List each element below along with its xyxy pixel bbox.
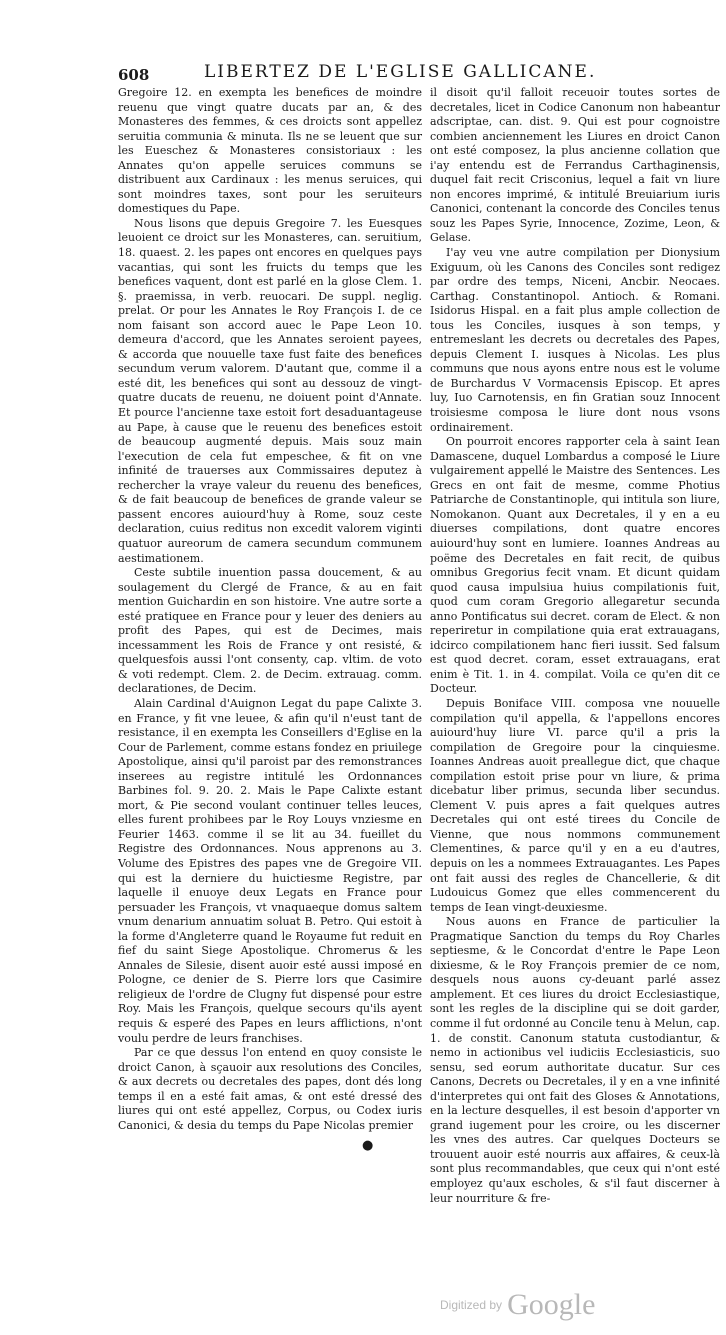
paragraph: il disoit qu'il falloit receuoir toutes sortes de decretales, licet in Codice Canonum non habeantur adscriptae, can. dist. 9. Qui est pour cognoistre combien anciennement les Liures en droict Canon ont esté composez, la plus ancienne collation que i'ay entendu est de Ferrandus Carthaginensis, duquel fait recit Crisconius, lequel a fait vn liure non encores imprimé, & intitulé Breuiarium iuris Canonici, contenant la concorde des Conciles tenus souz les Papes Syrie, Innocence, Zozime, Leon, & Gelase.: [430, 86, 720, 245]
paragraph: Depuis Boniface VIII. composa vne nouuelle compilation qu'il appella, & l'appellons encores auiourd'huy liure VI. parce qu'il a pris la compilation de Gregoire pour la cinquiesme. Ioannes Andreas auoit preallegue dict, que chaque compilation estoit prise pour vn liure, & prima dicebatur liber primus, secunda liber secundus. Clement V. puis apres a fait quelques autres Decretales qui ont esté tirees du Concile de Vienne, que nous nommons communement Clementines, & parce qu'il y en a eu d'autres, depuis on les a nommees Extrauagantes. Les Papes ont fait aussi des regles de Chancellerie, & dit Ludouicus Gomez que elles commencerent du temps de Iean vingt-deuxiesme.: [430, 696, 720, 914]
paragraph: Par ce que dessus l'on entend en quoy consiste le droict Canon, à sçauoir aux resolutions des Conciles, & aux decrets ou decretales des papes, dont dés long temps il en a esté fait amas, & ont esté dressé des liures qui ont esté appellez, Corpus, ou Codex iuris Canonici, & desia du temps du Pape Nicolas premier: [118, 1046, 422, 1132]
paragraph: Alain Cardinal d'Auignon Legat du pape Calixte 3. en France, y fit vne leuee, & afin qu'il n'eust tant de resistance, il en exempta les Conseillers d'Eglise en la Cour de Parlement, comme estans fondez en priuilege Apostolique, ainsi qu'il paroist par des remonstrances inserees au registre intitulé les Ordonnances Barbines fol. 9. 20. 2. Mais le Pape Calixte estant mort, & Pie second voulant continuer telles leuces, elles furent prohibees par le Roy Louys vnziesme en Feurier 1463. comme il se lit au 34. fueillet du Registre des Ordonnances. Nous apprenons au 3. Volume des Epistres des papes vne de Gregoire VII. qui est la derniere du huictiesme Registre, par laquelle il enuoye deux Legats en France pour persuader les François, vt vnaquaeque domus saltem vnum denarium annuatim soluat B. Petro. Qui estoit à la forme d'Angleterre quand le Royaume fut reduit en fief du saint Siege Apostolique. Chromerus & les Annales de Silesie, disent auoir esté aussi imposé en Pologne, ce denier de S. Pierre lors que Casimire religieux de l'ordre de Clugny fut dispensé pour estre Roy. Mais les François, quelque secours qu'ils ayent requis & esperé des Papes en leurs afflictions, n'ont voulu perdre de leurs franchises.: [118, 696, 422, 1045]
paragraph: On pourroit encores rapporter cela à saint Iean Damascene, duquel Lombardus a composé le Liure vulgairement appellé le Maistre des Sentences. Les Grecs en ont fait de mesme, comme Photius Patriarche de Constantinople, qui intitula son liure, Nomokanon. Quant aux Decretales, il y en a eu diuerses compilations, dont quatre encores auiourd'huy sont en lumiere. Ioannes Andreas au poëme des Decretales en fait recit, de quibus omnibus Gregorius fecit vnam. Et dicunt quidam quod causa impulsiua huius compilationis fuit, quod cum coram Gregorio allegaretur secunda anno Pontificatus sui decret. coram de Elect. & non reperiretur in compilatione quia erat extrauagans, idcirco compilationem hanc fieri iussit. Sed falsum est quod decret. coram, esset extrauagans, erat enim è Tit. 1. in 4. compilat. Voila ce qu'en dit ce Docteur.: [430, 435, 720, 696]
paragraph: Gregoire 12. en exempta les benefices de moindre reuenu que vingt quatre ducats par an, & des Monasteres des femmes, & ces droicts sont appellez seruitia communia & minuta. Ils ne se leuent que sur les Eueschez & Monasteres consistoriaux : les Annates qu'on appelle seruices communs se distribuent aux Cardinaux : les menus seruices, qui sont moindres taxes, sont pour les seruiteurs domestiques du Pape.: [118, 86, 422, 216]
paragraph: Nous auons en France de particulier la Pragmatique Sanction du temps du Roy Charles septiesme, & le Concordat d'entre le Pape Leon dixiesme, & le Roy François premier de ce nom, desquels nous auons cy-deuant parlé assez amplement. Et ces liures du droict Ecclesiastique, sont les regles de la discipline qui se doit garder, comme il fut ordonné au Concile tenu à Melun, cap. 1. de constit. Canonum statuta custodiantur, & nemo in actionibus vel iudiciis Ecclesiasticis, suo sensu, sed eorum authoritate ducatur. Sur ces Canons, Decrets ou Decretales, il y en a vne infinité d'interpretes qui ont fait des Gloses & Annotations, en la lecture desquelles, il est besoin d'apporter vn grand iugement pour les croire, ou les discerner les vnes des autres. Car quelques Docteurs se trouuent auoir esté nourris aux affaires, & ceux-là sont plus recommandables, que ceux qui n'ont esté employez qu'aux escholes, & s'il faut discerner à leur nourriture & fre-: [430, 915, 720, 1205]
paragraph: Ceste subtile inuention passa doucement, & au soulagement du Clergé de France, & au en fait mention Guichardin en son histoire. Vne autre sorte a esté pratiquee en France pour y leuer des deniers au profit des Papes, qui est de Decimes, mais incessamment les Rois de France y ont resisté, & quelquesfois aussi l'ont consenty, cap. vltim. de voto & voti redempt. Clem. 2. de Decim. extrauag. comm. declarationes, de Decim.: [118, 566, 422, 696]
watermark-prefix: Digitized by: [440, 1298, 503, 1312]
page-number: 608: [118, 66, 150, 84]
running-title: LIBERTEZ DE L'EGLISE GALLICANE.: [204, 62, 597, 82]
printer-ornament-mark: ●: [362, 1138, 374, 1153]
right-text-column: [430, 86, 720, 1205]
digitization-watermark: [440, 1288, 595, 1322]
paragraph: I'ay veu vne autre compilation per Dionysium Exiguum, où les Canons des Conciles sont redigez par ordre des temps, Niceni, Ancbir. Neocaes. Carthag. Constantinopol. Antioch. & Romani. Isidorus Hispal. en a fait plus ample collection de tous les Conciles, iusques à son temps, y entremeslant les decrets ou decretales des Papes, depuis Clement I. iusques à Nicolas. Les plus communs que nous ayons entre nous est le volume de Burchardus V Vormacensis Episcop. Et apres luy, Iuo Carnotensis, en fin Gratian souz Innocent troisiesme composa le liure dont nous vsons ordinairement.: [430, 246, 720, 434]
left-text-column: [118, 86, 422, 1136]
paragraph: Nous lisons que depuis Gregoire 7. les Euesques leuoient ce droict sur les Monasteres, can. seruitium, 18. quaest. 2. les papes ont encores en quelques pays vacantias, qui sont les fruicts du temps que les benefices vaquent, dont est parlé en la glose Clem. 1. §. praemissa, in verb. reuocari. De suppl. neglig. prelat. Or pour les Annates le Roy François I. de ce nom faisant son accord auec le Pape Leon 10. demeura d'accord, que les Annates seroient payees, & accorda que nouuelle taxe fust faite des benefices secundum verum valorem. D'autant que, comme il a esté dit, les benefices qui sont au dessouz de vingt-quatre ducats de reuenu, ne doiuent point d'Annate. Et pource l'ancienne taxe estoit fort desaduantageuse au Pape, à cause que le reuenu des benefices estoit de beaucoup augmenté depuis. Mais souz main l'execution de cela fut empeschee, & fit on vne infinité de trauerses aux Commissaires deputez à rechercher la vraye valeur du reuenu des benefices, & de fait beaucoup de benefices de grande valeur se passent encores auiourd'huy à Rome, souz ceste declaration, cuius reditus non excedit valorem viginti quatuor aureorum de camera secundum communem aestimationem.: [118, 216, 422, 565]
google-logo: Google: [507, 1288, 596, 1321]
